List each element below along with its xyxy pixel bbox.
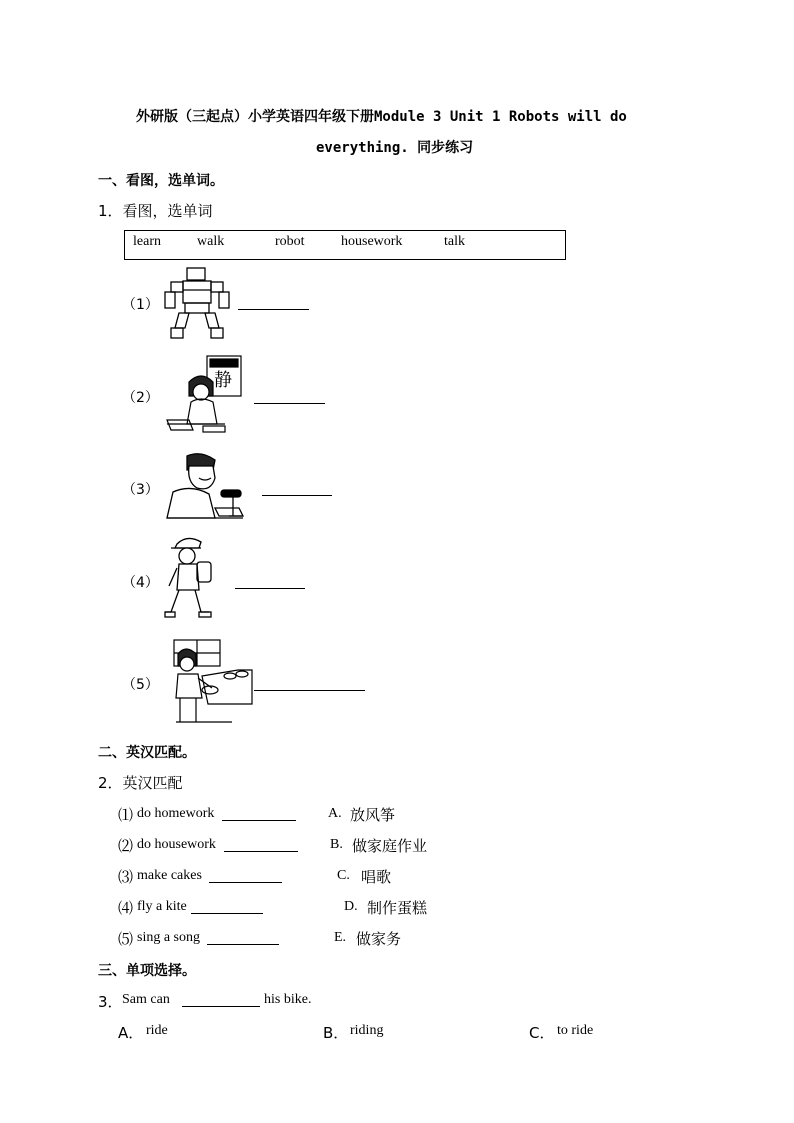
section1-question: 1．看图，选单词 xyxy=(98,202,213,220)
word-bank-item: learn xyxy=(133,234,161,249)
word-bank-item: housework xyxy=(341,234,403,249)
match-number: ⑵ xyxy=(118,837,134,855)
section3-heading: 三、单项选择。 xyxy=(98,963,196,979)
woman-housework-icon xyxy=(172,638,254,724)
match-phrase: do homework xyxy=(137,806,215,821)
option-a-label[interactable]: A． xyxy=(118,1024,144,1042)
match-answer-line[interactable] xyxy=(209,882,282,883)
option-c-text: to ride xyxy=(557,1023,594,1038)
match-option-chinese: 做家务 xyxy=(356,930,402,948)
match-number: ⑸ xyxy=(118,930,134,948)
question-answer-line[interactable] xyxy=(182,1006,260,1007)
match-phrase: sing a song xyxy=(137,930,200,945)
match-option-letter: C. xyxy=(337,868,350,883)
svg-text:静: 静 xyxy=(214,370,232,391)
match-option-letter: E. xyxy=(334,930,347,945)
match-phrase: make cakes xyxy=(137,868,202,883)
match-option-chinese: 唱歌 xyxy=(361,868,392,886)
match-option-chinese: 放风筝 xyxy=(350,806,396,824)
question-text-after: his bike. xyxy=(264,992,312,1007)
section2-question: 2．英汉匹配 xyxy=(98,774,183,792)
boy-walking-icon xyxy=(163,534,225,624)
item-label-1: （1） xyxy=(122,297,159,313)
option-c-label[interactable]: C． xyxy=(529,1024,555,1042)
match-option-letter: D. xyxy=(344,899,358,914)
match-number: ⑴ xyxy=(118,806,134,824)
option-a-text: ride xyxy=(146,1023,168,1038)
match-number: ⑷ xyxy=(118,899,134,917)
item-label-4: （4） xyxy=(122,575,159,591)
word-bank-item: talk xyxy=(444,234,465,249)
man-talking-microphone-icon xyxy=(163,452,259,524)
answer-line-1[interactable] xyxy=(238,309,309,310)
answer-line-4[interactable] xyxy=(235,588,305,589)
answer-line-5[interactable] xyxy=(254,690,365,691)
question-text-before: Sam can xyxy=(122,992,170,1007)
match-phrase: do housework xyxy=(137,837,216,852)
page-title-line1: 外研版（三起点）小学英语四年级下册Module 3 Unit 1 Robots will do xyxy=(136,109,627,125)
match-number: ⑶ xyxy=(118,868,134,886)
match-phrase: fly a kite xyxy=(137,899,187,914)
answer-line-3[interactable] xyxy=(262,495,332,496)
option-b-label[interactable]: B． xyxy=(323,1024,349,1042)
girl-studying-icon xyxy=(163,354,245,438)
match-answer-line[interactable] xyxy=(191,913,263,914)
question-number: 3． xyxy=(98,993,123,1011)
match-answer-line[interactable] xyxy=(224,851,298,852)
option-b-text: riding xyxy=(350,1023,384,1038)
word-bank-item: walk xyxy=(197,234,225,249)
section1-heading: 一、看图，选单词。 xyxy=(98,173,224,189)
robot-icon xyxy=(163,266,233,342)
match-option-chinese: 制作蛋糕 xyxy=(367,899,428,917)
section2-heading: 二、英汉匹配。 xyxy=(98,745,196,761)
match-answer-line[interactable] xyxy=(207,944,279,945)
word-bank-item: robot xyxy=(275,234,305,249)
item-label-3: （3） xyxy=(122,482,159,498)
answer-line-2[interactable] xyxy=(254,403,325,404)
match-option-letter: B. xyxy=(330,837,343,852)
item-label-2: （2） xyxy=(122,390,159,406)
page-title-line2: everything. 同步练习 xyxy=(316,140,474,156)
item-label-5: （5） xyxy=(122,677,159,693)
match-option-letter: A. xyxy=(328,806,342,821)
match-answer-line[interactable] xyxy=(222,820,296,821)
match-option-chinese: 做家庭作业 xyxy=(352,837,428,855)
